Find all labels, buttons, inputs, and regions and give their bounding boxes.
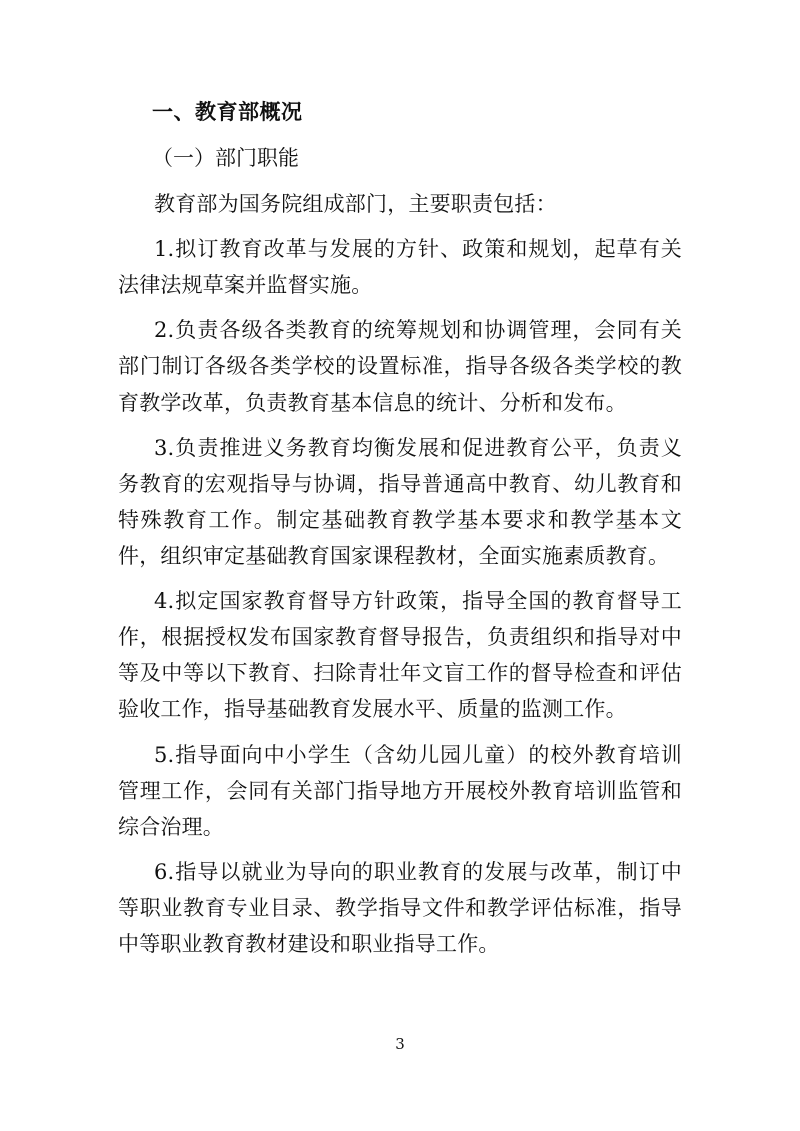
paragraph-intro: 教育部为国务院组成部门，主要职责包括： xyxy=(154,192,557,217)
subsection-heading: （一）部门职能 xyxy=(152,145,299,170)
paragraph-item-3: 3.负责推进义务教育均衡发展和促进教育公平，负责义务教育的宏观指导与协调，指导普通高中教育、幼儿教育和特殊教育工作。制定基础教育教学基本要求和教学基本文件，组织审定基础教育国家课程教材，全面实施素质教育。 xyxy=(118,435,682,569)
paragraph-item-5: 5.指导面向中小学生（含幼儿园儿童）的校外教育培训管理工作，会同有关部门指导地方开展校外教育培训监管和综合治理。 xyxy=(118,742,682,839)
paragraph-item-4: 4.拟定国家教育督导方针政策，指导全国的教育督导工作，根据授权发布国家教育督导报告，负责组织和指导对中等及中等以下教育、扫除青壮年文盲工作的督导检查和评估验收工作，指导基础教育发展水平、质量的监测工作。 xyxy=(118,589,682,722)
paragraph-item-2: 2.负责各级各类教育的统筹规划和协调管理，会同有关部门制订各级各类学校的设置标准，指导各级各类学校的教育教学改革，负责教育基本信息的统计、分析和发布。 xyxy=(118,318,682,415)
paragraph-item-6: 6.指导以就业为导向的职业教育的发展与改革，制订中等职业教育专业目录、教学指导文件和教学评估标准，指导中等职业教育教材建设和职业指导工作。 xyxy=(118,859,682,957)
section-heading: 一、教育部概况 xyxy=(152,99,303,124)
paragraph-item-1: 1.拟订教育改革与发展的方针、政策和规划，起草有关法律法规草案并监督实施。 xyxy=(118,237,682,298)
page-number: 3 xyxy=(395,1035,405,1053)
